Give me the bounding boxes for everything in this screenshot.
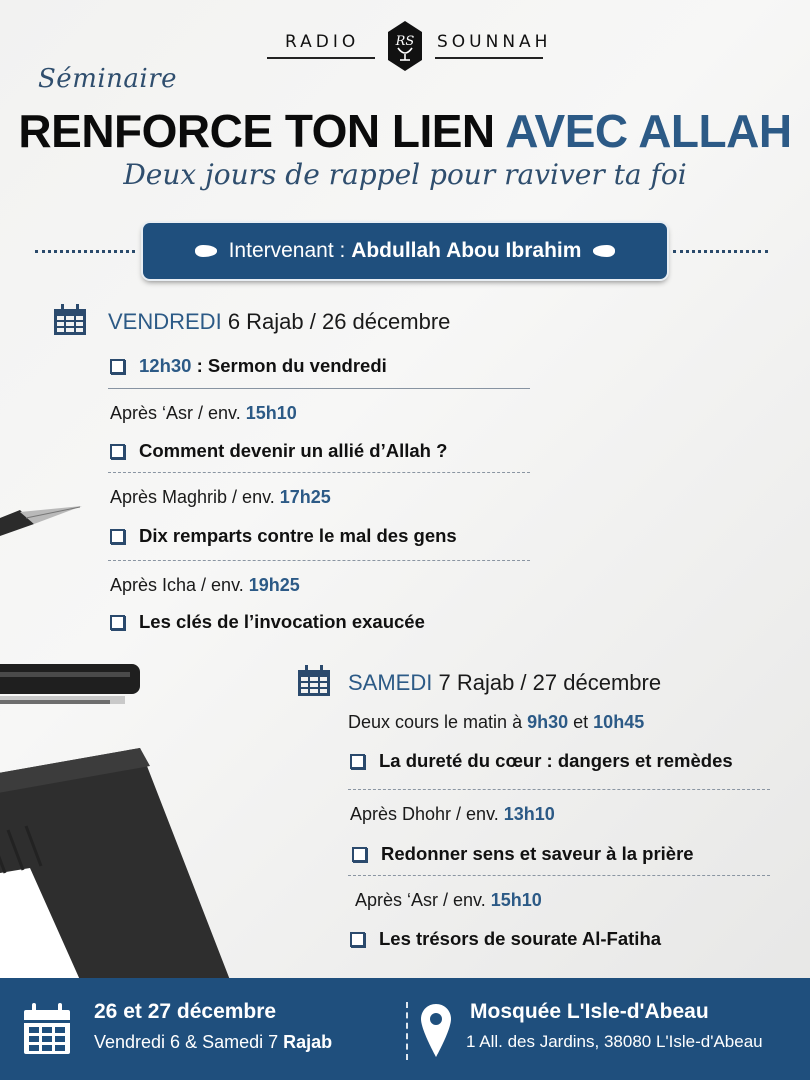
friday-heading (108, 309, 450, 335)
speaker-name: Abdullah Abou Ibrahim (351, 239, 582, 262)
dates-sub-bold: Rajab (283, 1032, 333, 1052)
title-accent: AVEC ALLAH (505, 105, 792, 157)
session-time: 19h25 (248, 575, 300, 595)
dates-sub-text: Vendredi 6 & Samedi 7 (94, 1032, 279, 1052)
saturday-day-name: SAMEDI (348, 670, 433, 695)
radio-sounnah-logo (265, 18, 552, 78)
friday-session-1-title (110, 440, 447, 462)
checkbox-icon (350, 754, 365, 769)
checkbox-icon (110, 359, 125, 374)
morning-time-2: 10h45 (593, 712, 645, 732)
calendar-icon (297, 665, 331, 697)
session-time: 15h10 (245, 403, 297, 423)
friday-session-2-time (110, 487, 331, 508)
morning-time-1: 9h30 (527, 712, 569, 732)
speaker-banner (143, 223, 667, 279)
pen-cap-image (0, 662, 145, 712)
session-title: Dix remparts contre le mal des gens (139, 525, 457, 546)
footer-dates-sub (94, 1032, 332, 1053)
saturday-session-1-title (352, 843, 694, 865)
saturday-morning-title (350, 750, 733, 772)
logo-rule-left (267, 57, 375, 59)
footer-dates: 26 et 27 décembre (94, 1000, 277, 1023)
session-time: 17h25 (279, 487, 331, 507)
friday-session-2-title (110, 525, 457, 547)
saturday-date: 7 Rajab / 27 décembre (438, 670, 662, 695)
checkbox-icon (110, 444, 125, 459)
saturday-session-2-title (350, 928, 661, 950)
friday-date: 6 Rajab / 26 décembre (227, 309, 451, 334)
checkbox-icon (350, 932, 365, 947)
session-title: La dureté du cœur : dangers et remèdes (379, 750, 733, 771)
drop-ornament-icon (195, 245, 217, 257)
friday-session-3-time (110, 575, 300, 596)
session-time: 15h10 (490, 890, 542, 910)
kicker-seminaire: Séminaire (38, 64, 178, 94)
friday-sermon (110, 355, 387, 377)
page-title (0, 104, 810, 158)
checkbox-icon (352, 847, 367, 862)
session-when: Après Icha / env. (110, 575, 244, 595)
dotted-divider-left (35, 250, 135, 253)
calendar-icon (53, 304, 87, 336)
session-when: Après ‘Asr / env. (110, 403, 241, 423)
dotted-divider-right (673, 250, 768, 253)
map-pin-icon (420, 1002, 452, 1058)
divider (108, 472, 530, 473)
friday-session-1-time (110, 403, 297, 424)
logo-monogram: RS (395, 34, 415, 49)
saturday-heading (348, 670, 661, 696)
brand-right: SOUNNAH (437, 32, 552, 52)
session-time: 13h10 (503, 804, 555, 824)
footer-place: Mosquée L'Isle-d'Abeau (470, 1000, 709, 1023)
morning-joiner: et (573, 712, 589, 732)
divider (108, 560, 530, 561)
sermon-title: : Sermon du vendredi (196, 355, 387, 376)
subtitle: Deux jours de rappel pour raviver ta foi (123, 158, 687, 191)
saturday-session-2-time (355, 890, 542, 911)
sermon-time: 12h30 (139, 355, 192, 376)
divider (108, 388, 530, 389)
checkbox-icon (110, 615, 125, 630)
fountain-pen-image (0, 500, 90, 536)
footer-bar (0, 978, 810, 1080)
saturday-morning-time (348, 712, 644, 733)
microphone-icon (387, 20, 423, 72)
notebook-image (0, 748, 230, 980)
session-title: Les trésors de sourate Al-Fatiha (379, 928, 662, 949)
drop-ornament-icon (593, 245, 615, 257)
speaker-text (229, 239, 582, 263)
session-title: Redonner sens et saveur à la prière (381, 843, 694, 864)
saturday-session-1-time (350, 804, 555, 825)
session-when: Après Dhohr / env. (350, 804, 499, 824)
session-title: Les clés de l’invocation exaucée (139, 611, 425, 632)
calendar-icon (22, 1002, 72, 1056)
logo-rule-right (435, 57, 543, 59)
footer-divider (406, 1002, 408, 1060)
checkbox-icon (110, 529, 125, 544)
session-title: Comment devenir un allié d’Allah ? (139, 440, 448, 461)
divider (348, 789, 770, 790)
friday-day-name: VENDREDI (108, 309, 222, 334)
session-when: Après ‘Asr / env. (355, 890, 486, 910)
divider (348, 875, 770, 876)
morning-prefix: Deux cours le matin à (348, 712, 523, 732)
footer-address: 1 All. des Jardins, 38080 L'Isle-d'Abeau (466, 1032, 763, 1051)
brand-left: RADIO (285, 32, 360, 52)
title-dark: RENFORCE TON LIEN (18, 105, 495, 157)
friday-session-3-title (110, 611, 425, 633)
speaker-label: Intervenant : (228, 239, 346, 262)
session-when: Après Maghrib / env. (110, 487, 275, 507)
